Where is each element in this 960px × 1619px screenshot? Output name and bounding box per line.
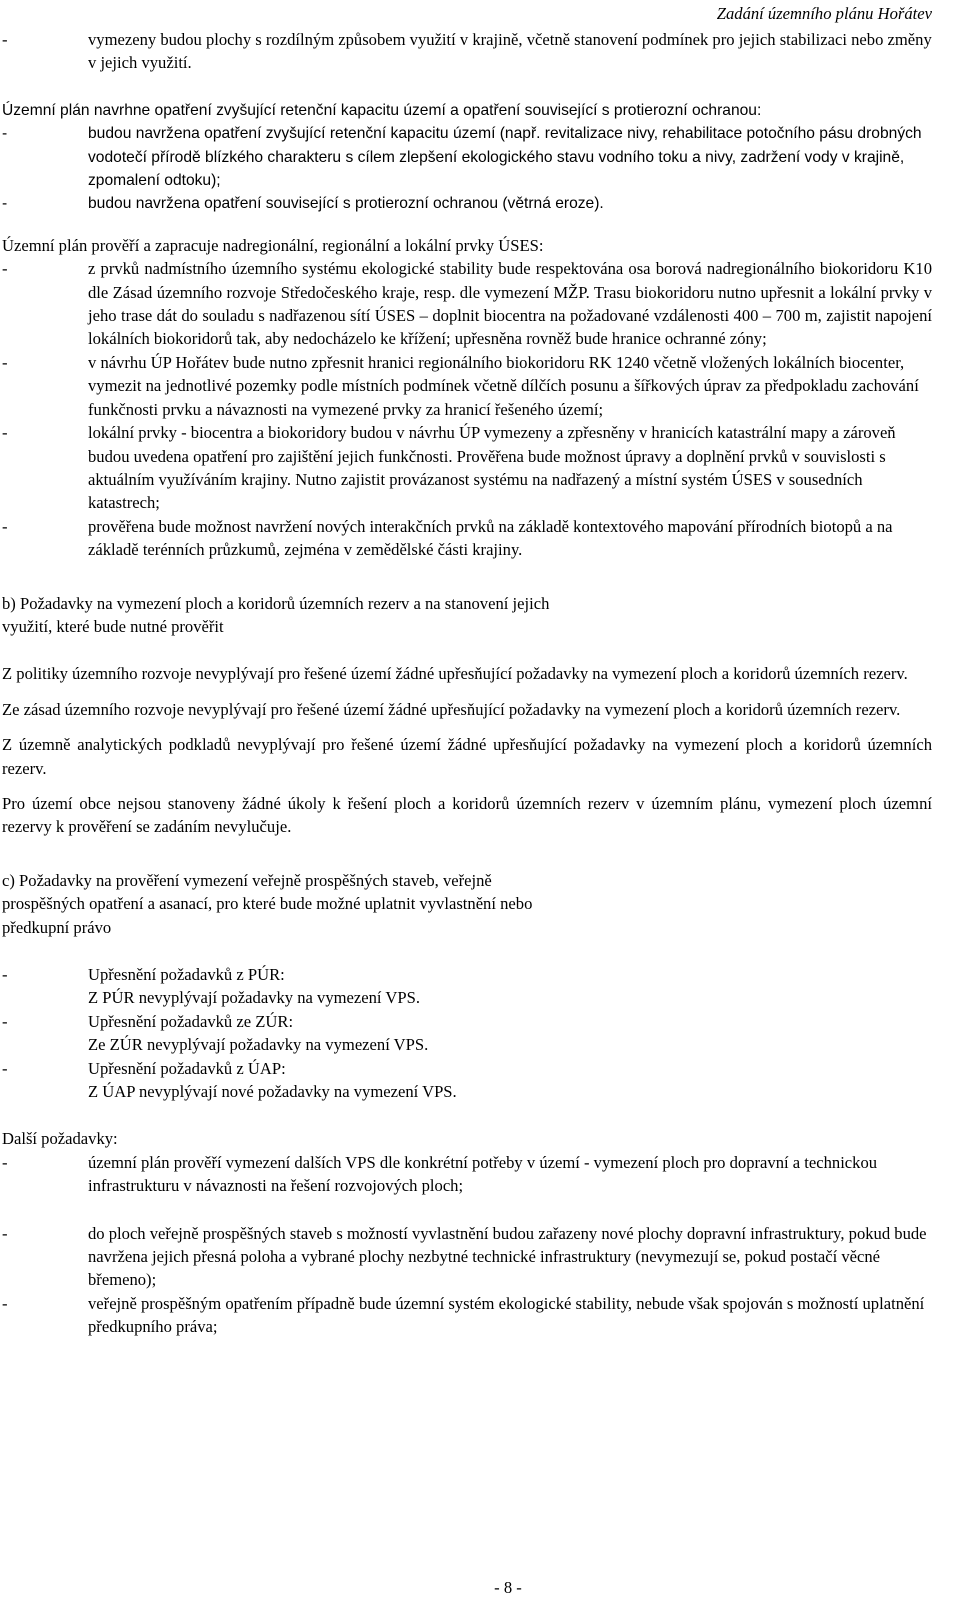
list-item-text: veřejně prospěšným opatřením případně bude územní systém ekologické stability, nebude však spojován s možností uplatnění předkupního práva; bbox=[88, 1293, 925, 1337]
list-dash: - bbox=[2, 1223, 8, 1243]
list-dash: - bbox=[2, 30, 8, 49]
section-c-heading-line2: prospěšných opatření a asanací, pro které bude možné uplatnit vyvlastnění nebo bbox=[2, 894, 533, 914]
list-item bbox=[2, 1010, 932, 1033]
list-item-detail: Z ÚAP nevyplývají nové požadavky na vymezení VPS. bbox=[88, 1082, 457, 1102]
section-b-paragraph: Z politiky územního rozvoje nevyplývají pro řešené území žádné upřesňující požadavky na vymezení ploch a koridorů územních rezerv. bbox=[2, 664, 908, 684]
section-b-paragraph: Z územně analytických podkladů nevyplývají pro řešené území žádné upřesňující požadavky na vymezení ploch a koridorů územních rezerv. bbox=[2, 735, 932, 778]
list-item-text: vymezeny budou plochy s rozdílným způsobem využití v krajině, včetně stanovení podmínek pro jejich stabilizaci nebo změny v jejich využití. bbox=[88, 30, 932, 73]
list-item-detail: Ze ZÚR nevyplývají požadavky na vymezení VPS. bbox=[88, 1035, 429, 1055]
list-dash: - bbox=[2, 1058, 8, 1078]
list-item-text: územní plán prověří vymezení dalších VPS dle konkrétní potřeby v území - vymezení ploch pro dopravní a technickou infrastrukturu v návaznosti na řešení rozvojových ploch; bbox=[88, 1152, 878, 1196]
list-item bbox=[2, 192, 932, 215]
list-dash: - bbox=[2, 516, 8, 536]
section-b-heading-line2: využití, které bude nutné prověřit bbox=[2, 616, 224, 636]
list-item bbox=[2, 1222, 932, 1292]
list-item-text: Upřesnění požadavků z ÚAP: bbox=[88, 1058, 286, 1078]
list-dash: - bbox=[2, 1011, 8, 1031]
section-c-heading-line3: předkupní právo bbox=[2, 917, 112, 937]
list-item bbox=[2, 1057, 932, 1080]
uses-intro: Územní plán prověří a zapracuje nadregionální, regionální a lokální prvky ÚSES: bbox=[2, 235, 544, 255]
list-item bbox=[2, 421, 932, 515]
list-item bbox=[2, 122, 932, 192]
list-dash: - bbox=[2, 125, 8, 143]
list-item-detail: Z PÚR nevyplývají požadavky na vymezení VPS. bbox=[88, 988, 420, 1008]
retention-section bbox=[2, 99, 932, 216]
list-dash: - bbox=[2, 259, 8, 279]
list-item bbox=[2, 515, 932, 562]
list-dash: - bbox=[2, 1152, 8, 1172]
list-item-text: Upřesnění požadavků ze ZÚR: bbox=[88, 1011, 294, 1031]
section-b-heading-line1: b) Požadavky na vymezení ploch a koridorů územních rezerv a na stanovení jejich bbox=[2, 593, 550, 613]
further-requirements-heading: Další požadavky: bbox=[2, 1129, 118, 1149]
list-dash: - bbox=[2, 965, 8, 984]
section-c-heading-line1: c) Požadavky na prověření vymezení veřejně prospěšných staveb, veřejně bbox=[2, 870, 492, 890]
list-item bbox=[2, 257, 932, 351]
list-dash: - bbox=[2, 195, 8, 213]
list-item-text: do ploch veřejně prospěšných staveb s možností vyvlastnění budou zařazeny nové plochy dopravní infrastruktury, pokud bude navržena jejich přesná poloha a vybrané plochy nezbytné technické infrastruktury (nevymezují se, pokud postačí věcné břemeno); bbox=[88, 1223, 927, 1290]
list-item-text: budou navržena opatření související s protierozní ochranou (větrná eroze). bbox=[88, 195, 604, 213]
list-item-text: z prvků nadmístního územního systému ekologické stability bude respektována osa borová nadregionálního biokoridoru K10 dle Zásad územního rozvoje Středočeského kraje, resp. dle vymezení MŽP. Trasu biokoridoru nutno upřesnit a lokální prvky v jeho trase dát do souladu s nadřazenou sítí ÚSES – doplnit biocentra na požadované vzdálenosti 400 – 700 m, zajistit napojení lokálních biokoridorů tak, aby nedocházelo ke křížení; upřesněna rovněž bude hranice ochranné zóny; bbox=[88, 259, 932, 349]
list-item-text: prověřena bude možnost navržení nových interakčních prvků na základě kontextového mapování přírodních biotopů a na základě terénních průzkumů, zejména v zemědělské části krajiny. bbox=[88, 516, 893, 560]
section-b-paragraph: Pro území obce nejsou stanoveny žádné úkoly k řešení ploch a koridorů územních rezerv v územním plánu, vymezení ploch územní rezervy k prověření se zadáním nevylučuje. bbox=[2, 793, 932, 837]
list-item bbox=[2, 963, 932, 986]
list-dash: - bbox=[2, 423, 8, 443]
list-item-text: v návrhu ÚP Hořátev bude nutno zpřesnit hranici regionálního biokoridoru RK 1240 včetně vložených lokálních biocenter, vymezit na jednotlivé pozemky podle místních podmínek včetně dílčích posunu a šířkových úprav za předpokladu zachování funkčnosti prvku a návaznosti na vymezené prvky za hranicí řešeného území; bbox=[88, 352, 919, 419]
list-dash: - bbox=[2, 1293, 8, 1313]
document-body bbox=[2, 28, 932, 1339]
retention-intro: Územní plán navrhne opatření zvyšující retenční kapacitu území a opatření související s protierozní ochranou: bbox=[2, 101, 762, 119]
list-item-text: lokální prvky - biocentra a biokoridory budou v návrhu ÚP vymezeny a zpřesněny v hranicích katastrální mapy a zároveň budou uvedena opatření pro zajištění jejich funkčnosti. Prověřena bude možnost úpravy a doplnění prvků v souvislosti s aktuálním využíváním krajiny. Nutno zajistit provázanost systému na nadřazený a místní systém ÚSES v sousedních katastrech; bbox=[88, 423, 896, 513]
list-item bbox=[2, 1292, 932, 1339]
list-item-text: budou navržena opatření zvyšující retenční kapacitu území (např. revitalizace nivy, rehabilitace potočního pásu drobných vodotečí přírodě blízkého charakteru s cílem zlepšení ekologického stavu vodního toku a nivy, zadržení vody v krajině, zpomalení odtoku); bbox=[88, 125, 922, 190]
list-item bbox=[2, 351, 932, 421]
section-b-paragraph: Ze zásad územního rozvoje nevyplývají pro řešené území žádné upřesňující požadavky na vymezení ploch a koridorů územních rezerv. bbox=[2, 699, 901, 719]
list-item bbox=[2, 28, 932, 75]
list-item-text: Upřesnění požadavků z PÚR: bbox=[88, 965, 285, 984]
list-dash: - bbox=[2, 352, 8, 372]
list-item bbox=[2, 1151, 932, 1198]
document-header: Zadání územního plánu Hořátev bbox=[716, 4, 932, 23]
page-number: - 8 - bbox=[494, 1578, 522, 1597]
